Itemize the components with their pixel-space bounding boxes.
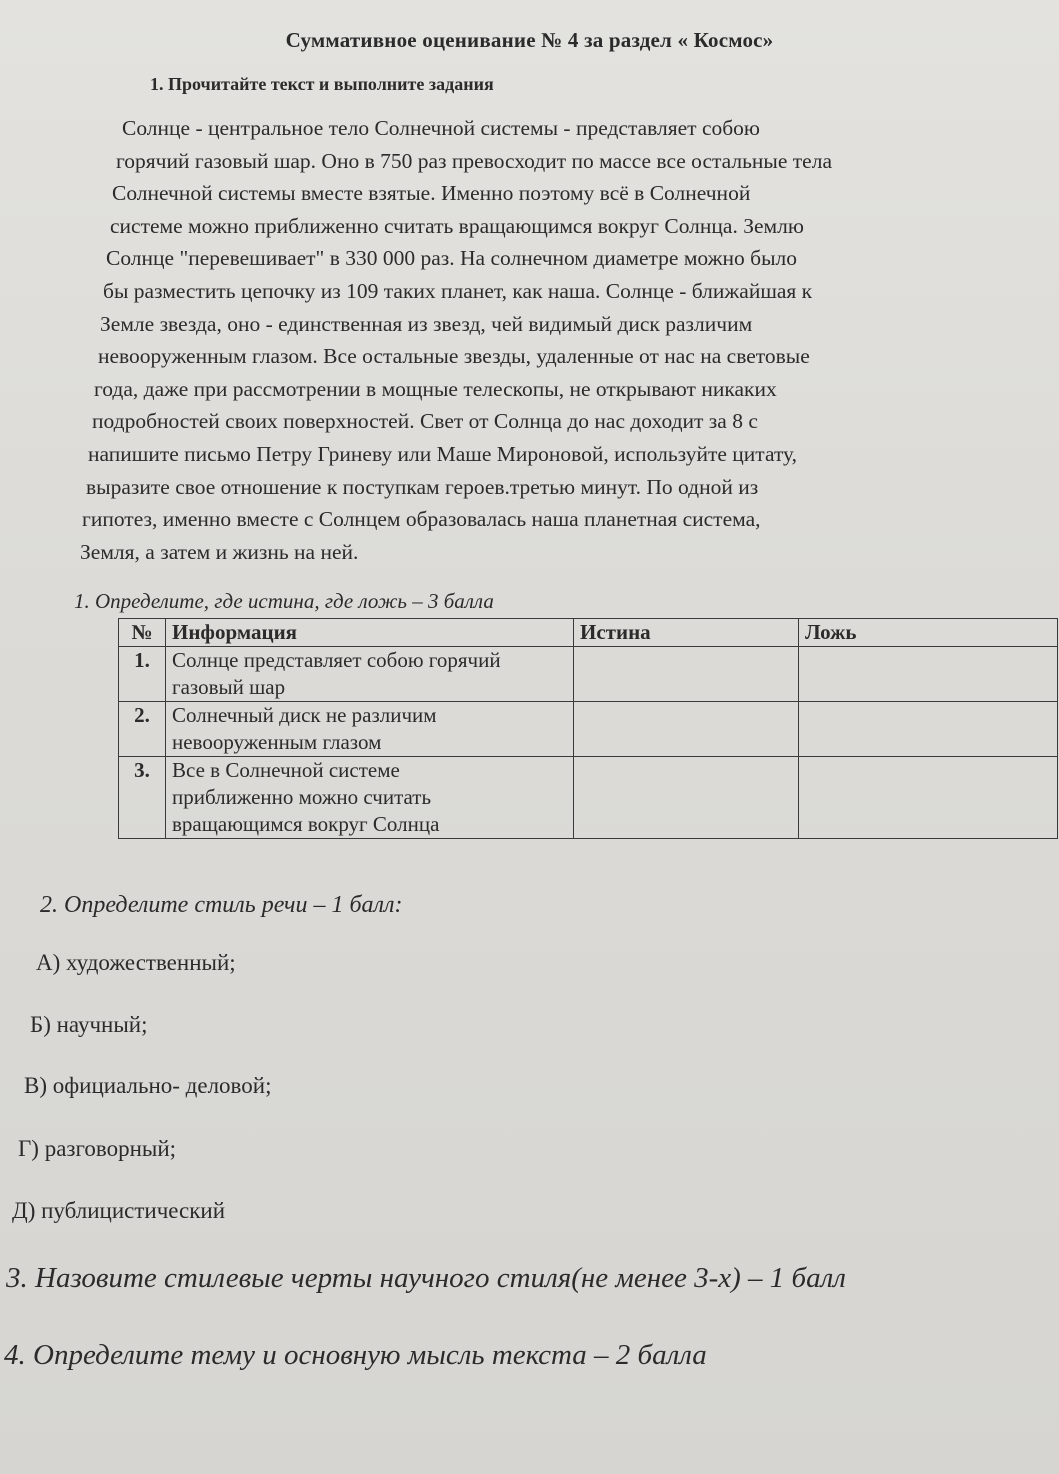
table-header-row <box>119 619 1058 647</box>
passage-line: невооруженным глазом. Все остальные звезды, удаленные от нас на световые <box>98 344 810 369</box>
passage-line: напишите письмо Петру Гриневу или Маше Мироновой, используйте цитату, <box>88 441 798 466</box>
passage-line: системе можно приближенно считать вращающимся вокруг Солнца. Землю <box>110 213 804 238</box>
true-answer-cell[interactable] <box>574 647 799 702</box>
question-1: 1. Определите, где истина, где ложь – 3 балла <box>74 589 494 613</box>
option-d: Г) разговорный; <box>18 1136 177 1161</box>
passage-line: выразите свое отношение к поступкам героев.третью минут. По одной из <box>86 474 759 499</box>
passage-line: бы разместить цепочку из 109 таких планет, как наша. Солнце - ближайшая к <box>103 278 813 303</box>
option-e: Д) публицистический <box>12 1198 226 1223</box>
row-number: 3. <box>119 757 166 839</box>
question-3: 3. Назовите стилевые черты научного стиля(не менее 3-х) – 1 балл <box>6 1262 846 1294</box>
option-b: Б) научный; <box>30 1012 148 1037</box>
info-line: вращающимся вокруг Солнца <box>172 812 440 836</box>
question-2: 2. Определите стиль речи – 1 балл: <box>40 892 403 918</box>
passage-line: гипотез, именно вместе с Солнцем образовалась наша планетная система, <box>82 507 761 532</box>
info-line: Все в Солнечной системе <box>172 758 400 782</box>
table-row <box>119 647 1058 702</box>
passage-line: Солнце "перевешивает" в 330 000 раз. На солнечном диаметре можно было <box>106 246 797 271</box>
passage-line: горячий газовый шар. Оно в 750 раз превосходит по массе все остальные тела <box>116 148 832 173</box>
passage-line: Земле звезда, оно - единственная из звезд, чей видимый диск различим <box>100 311 753 336</box>
info-line: газовый шар <box>172 675 286 699</box>
question-4: 4. Определите тему и основную мысль текста – 2 балла <box>4 1339 707 1371</box>
false-answer-cell[interactable] <box>799 702 1058 757</box>
passage-line: Земля, а затем и жизнь на ней. <box>80 539 359 564</box>
col-info-header: Информация <box>166 619 574 647</box>
info-line: Солнечный диск не различим <box>172 703 437 727</box>
passage-line: Солнце - центральное тело Солнечной системы - представляет собою <box>122 116 760 140</box>
true-answer-cell[interactable] <box>574 702 799 757</box>
table-row <box>119 757 1058 839</box>
table-row <box>119 702 1058 757</box>
row-info <box>166 702 574 757</box>
info-line: Солнце представляет собою горячий <box>172 648 501 672</box>
col-true-header: Истина <box>574 619 799 647</box>
option-c: В) официально- деловой; <box>24 1073 272 1098</box>
passage-line: подробностей своих поверхностей. Свет от Солнца до нас доходит за 8 с <box>92 409 758 434</box>
col-false-header: Ложь <box>799 619 1058 647</box>
true-false-table <box>118 618 1058 839</box>
info-line: невооруженным глазом <box>172 730 382 754</box>
false-answer-cell[interactable] <box>799 647 1058 702</box>
info-line: приближенно можно считать <box>172 785 432 809</box>
false-answer-cell[interactable] <box>799 757 1058 839</box>
col-number-header: № <box>119 619 166 647</box>
row-info <box>166 647 574 702</box>
passage-line: Солнечной системы вместе взятые. Именно поэтому всё в Солнечной <box>112 181 751 206</box>
option-a: А) художественный; <box>36 950 236 975</box>
row-info <box>166 757 574 839</box>
row-number: 1. <box>119 647 166 702</box>
passage-line: года, даже при рассмотрении в мощные телескопы, не открывают никаких <box>94 376 777 401</box>
true-answer-cell[interactable] <box>574 757 799 839</box>
page-title: Суммативное оценивание № 4 за раздел « Космос» <box>285 28 774 52</box>
section-heading: 1. Прочитайте текст и выполните задания <box>150 74 494 94</box>
row-number: 2. <box>119 702 166 757</box>
reading-passage <box>78 112 1028 568</box>
